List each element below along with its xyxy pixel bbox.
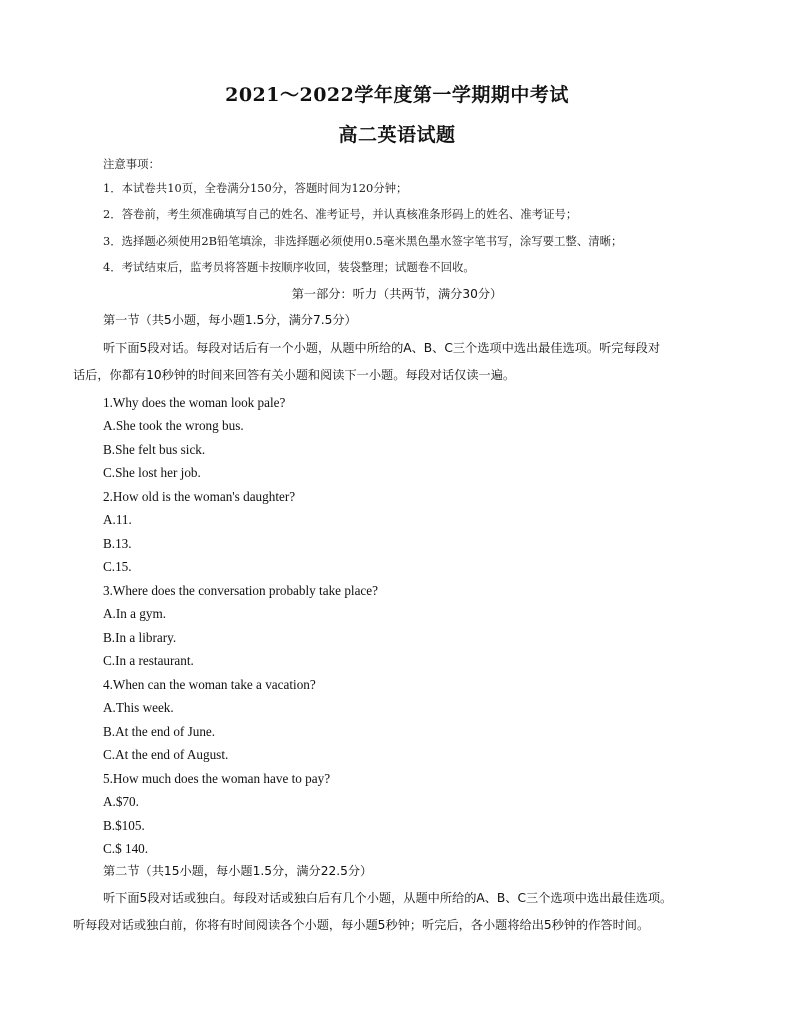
notice-item: 3．选择题必须使用2B铅笔填涂，非选择题必须使用0.5毫米黑色墨水签字笔书写，涂写要工整、清晰； [103,234,623,248]
answer-option: C.In a restaurant. [103,653,194,668]
question-text: 5.How much does the woman have to pay? [103,771,331,786]
answer-option: A.This week. [103,700,174,715]
notice-item: 4．考试结束后，监考员将答题卡按顺序收回，装袋整理；试题卷不回收。 [103,260,475,274]
answer-option: B.13. [103,536,132,551]
answer-option: A.$70. [103,794,139,809]
answer-option: C.At the end of August. [103,747,229,762]
notice-item: 2．答卷前，考生须准确填写自己的姓名、准考证号，并认真核准条形码上的姓名、准考证号； [103,207,578,221]
answer-option: A.She took the wrong bus. [103,418,244,433]
section2-instruction: 听每段对话或独白前，你将有时间阅读各个小题，每小题5秒钟；听完后，各小题将给出5秒钟的作答时间。 [73,918,650,932]
answer-option: C.She lost her job. [103,465,201,480]
section1-instruction: 听下面5段对话。每段对话后有一个小题，从题中所给的A、B、C三个选项中选出最佳选项。听完每段对 [103,341,661,355]
answer-option: B.In a library. [103,630,177,645]
answer-option: C.15. [103,559,132,574]
question-text: 2.How old is the woman's daughter? [103,489,296,504]
answer-option: B.She felt bus sick. [103,442,206,457]
answer-option: B.$105. [103,818,145,833]
question-text: 4.When can the woman take a vacation? [103,677,316,692]
section2-instruction: 听下面5段对话或独白。每段对话或独白后有几个小题，从题中所给的A、B、C三个选项中选出最佳选项。 [103,891,673,905]
answer-option: A.11. [103,512,132,527]
answer-option: C.$ 140. [103,841,149,856]
part1-heading: 第一部分：听力（共两节，满分30分） [291,287,503,301]
notice-heading: 注意事项： [103,157,160,171]
exam-title: 2021～2022学年度第一学期期中考试 [225,84,569,106]
answer-option: A.In a gym. [103,606,166,621]
section1-instruction: 话后，你都有10秒钟的时间来回答有关小题和阅读下一小题。每段对话仅读一遍。 [73,368,516,382]
section2-heading: 第二节（共15小题，每小题1.5分，满分22.5分） [103,864,373,878]
answer-option: B.At the end of June. [103,724,216,739]
question-text: 1.Why does the woman look pale? [103,395,286,410]
section1-heading: 第一节（共5小题，每小题1.5分，满分7.5分） [103,313,357,327]
exam-subtitle: 高二英语试题 [338,124,456,146]
question-text: 3.Where does the conversation probably take place? [103,583,378,598]
notice-item: 1．本试卷共10页，全卷满分150分，答题时间为120分钟； [103,181,408,195]
